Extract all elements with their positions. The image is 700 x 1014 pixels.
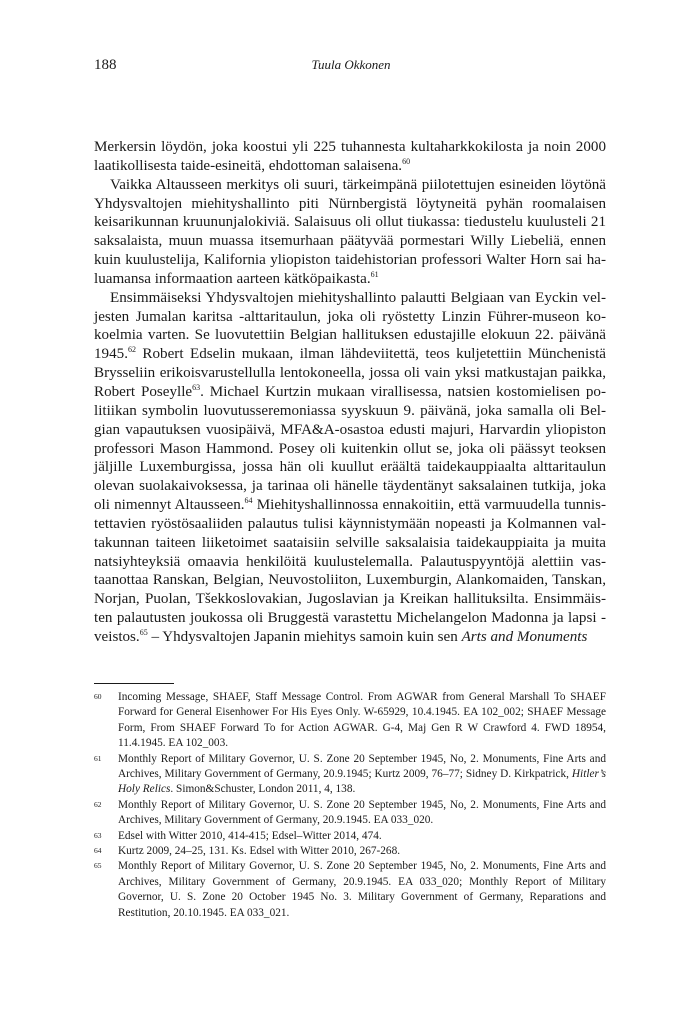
paragraph-text: . Michael Kurtzin mukaan virallisessa, natsien kostomielisen politiikan symbolin luovutusseremoniassa syyskuun 9. päivänä, joka samalla oli Belgian vapautuksen vuosipäivä, MFA&A-osastoa edusti majuri, Harvardin yliopiston professori Mason Hammond. Posey oli kuitenkin ollut se, joka oli päässyt teoksen jäljille Luxemburgissa, jossa hän oli kuullut eräältä taidekauppiaalta alttaritaulun olevan suolakaivoksessa, ja tarinaa oli hänelle täydentänyt saksalainen tutkija, joka oli nimennyt Altausseen. [94,383,606,514]
footnote-number: 64 [94,846,102,856]
paragraph-text: Robert Edselin mukaan, ilman lähdeviitettä, teos kuljetettiin Münchenistä Brysseliin erikoisvarustellulla lentokoneella, jossa oli vain yksi matkustajan paikka, Robert Poseylle [94,346,606,400]
page-number: 188 [94,57,117,73]
paragraph-2 [94,176,606,289]
running-title: Tuula Okkonen [311,57,391,72]
paragraph-text: Miehityshallinnossa ennakoitiin, että varmuudella tunnistettavien ryöstösaaliiden palautus tulisi käynnistymään nopeasti ja Kolmannen valtakunnan taiteen liiketoimet saataisiin selville saksalaisia taidekauppiaita ja muita natsiyhteyksiä omaavia henkilöitä kuulustelemalla. Palautuspyyntöjä alettiin vastaanottaa Ranskan, Belgian, Neuvostoliiton, Luxemburgin, Alankomaiden, Tanskan, Norjan, Puolan, Tšekkoslovakian, Jugoslavian ja Kreikan hallituksilta. Ensimmäisten palautusten joukossa oli Bruggestä varastettu Michelangelon Madonna ja lapsi -veistos. [94,497,606,645]
running-head [94,55,608,75]
footnote-number: 65 [94,861,102,871]
footnote-text: Kurtz 2009, 24–25, 131. Ks. Edsel with Witter 2010, 267-268. [118,845,401,858]
footnote-number: 60 [94,692,102,701]
footnote-65 [94,859,606,921]
paragraph-text: Ensimmäiseksi Yhdysvaltojen miehityshallinto palautti Belgiaan van Eyckin veljesten Jumalan karitsa -alttaritaulun, joka oli ryöstetty Linzin Führer-museon kokoelmia varten. Se luovutettiin Belgian hallituksen edustajille elokuun 22. päivänä 1945. [94,289,606,363]
footnote-ref: 60 [402,156,411,166]
footnote-ref: 61 [370,269,379,279]
footnote-ref: 62 [127,345,136,355]
footnote-number: 63 [94,830,102,840]
footnote-62 [94,798,606,829]
footnote-63 [94,829,606,844]
footnote-number: 62 [94,799,102,809]
footnote-text: Incoming Message, SHAEF, Staff Message Control. From AGWAR from General Marshall To SHAEF Forward for General Eisenhower For His Eyes Only. W-65929, 10.4.1945. EA 102_002; SHAEF Message Form, From SHAEF Forward To for Action AGWAR. G-4, Maj Gen R W Crawford 4. FWD 18954, 11.4.1945. EA 102_003. [118,691,606,750]
footnotes [94,690,606,921]
paragraph-text: – Yhdysvaltojen Japanin miehitys samoin kuin sen [147,628,462,645]
paragraph-text: Merkersin löydön, joka koostui yli 225 tuhannesta kultaharkkokilosta ja noin 2000 laatikollisesta taide-esineitä, ehdottoman salaisena. [94,139,606,174]
footnote-text: Monthly Report of Military Governor, U. S. Zone 20 September 1945, No, 2. Monuments, Fine Arts and Archives, Military Government of Germany, 20.9.1945. EA 033_020; Monthly Report of Military Governor, U. S. Zone 20 October 1945 No. 3. Military Government of Germany, Reparations and Restitution, 20.10.1945. EA 033_021. [118,860,606,919]
footnote-text: . Simon&Schuster, London 2011, 4, 138. [170,783,356,796]
footnote-text: Monthly Report of Military Governor, U. S. Zone 20 September 1945, No, 2. Monuments, Fine Arts and Archives, Military Government of Germany, 20.9.1945; Kurtz 2009, 76–77; Sidney D. Kirkpatrick, [118,752,606,781]
italic-title: Arts and Monuments [461,628,588,645]
paragraph-1 [94,138,606,176]
footnote-ref: 65 [139,627,148,637]
footnote-60 [94,690,606,752]
paragraph-3 [94,289,606,647]
footnote-ref: 64 [244,496,253,506]
footnote-64 [94,844,606,859]
footnote-italic-title: Hitler’s Holy Relics [118,768,606,796]
footnote-61 [94,752,606,798]
footnote-text: Monthly Report of Military Governor, U. S. Zone 20 September 1945, No, 2. Monuments, Fine Arts and Archives, Military Government of Germany, 20.9.1945. EA 033_020. [118,798,606,827]
main-text [94,138,606,647]
footnote-text: Edsel with Witter 2010, 414-415; Edsel–Witter 2014, 474. [118,829,382,842]
footnote-ref: 63 [192,382,201,392]
paragraph-text: Vaikka Altausseen merkitys oli suuri, tärkeimpänä piilotettujen esineiden löytönä Yhdysvaltojen miehityshallinto piti Nürnbergistä löytyneitä pyhän roomalaisen keisarikunnan kruununjalokiviä. Salaisuus oli ollut tiukassa: tiedustelu kuulusteli 21 saksalaista, muun muassa itsemurhaan päätyvää pormestari Willy Liebeliä, ennen kuin kuulustelija, Kalifornia yliopiston taidehistorian professori Walter Horn sai haluamansa informaation aarteen kätköpaikasta. [94,176,606,287]
footnote-number: 61 [94,753,102,763]
footnote-divider [94,683,174,684]
